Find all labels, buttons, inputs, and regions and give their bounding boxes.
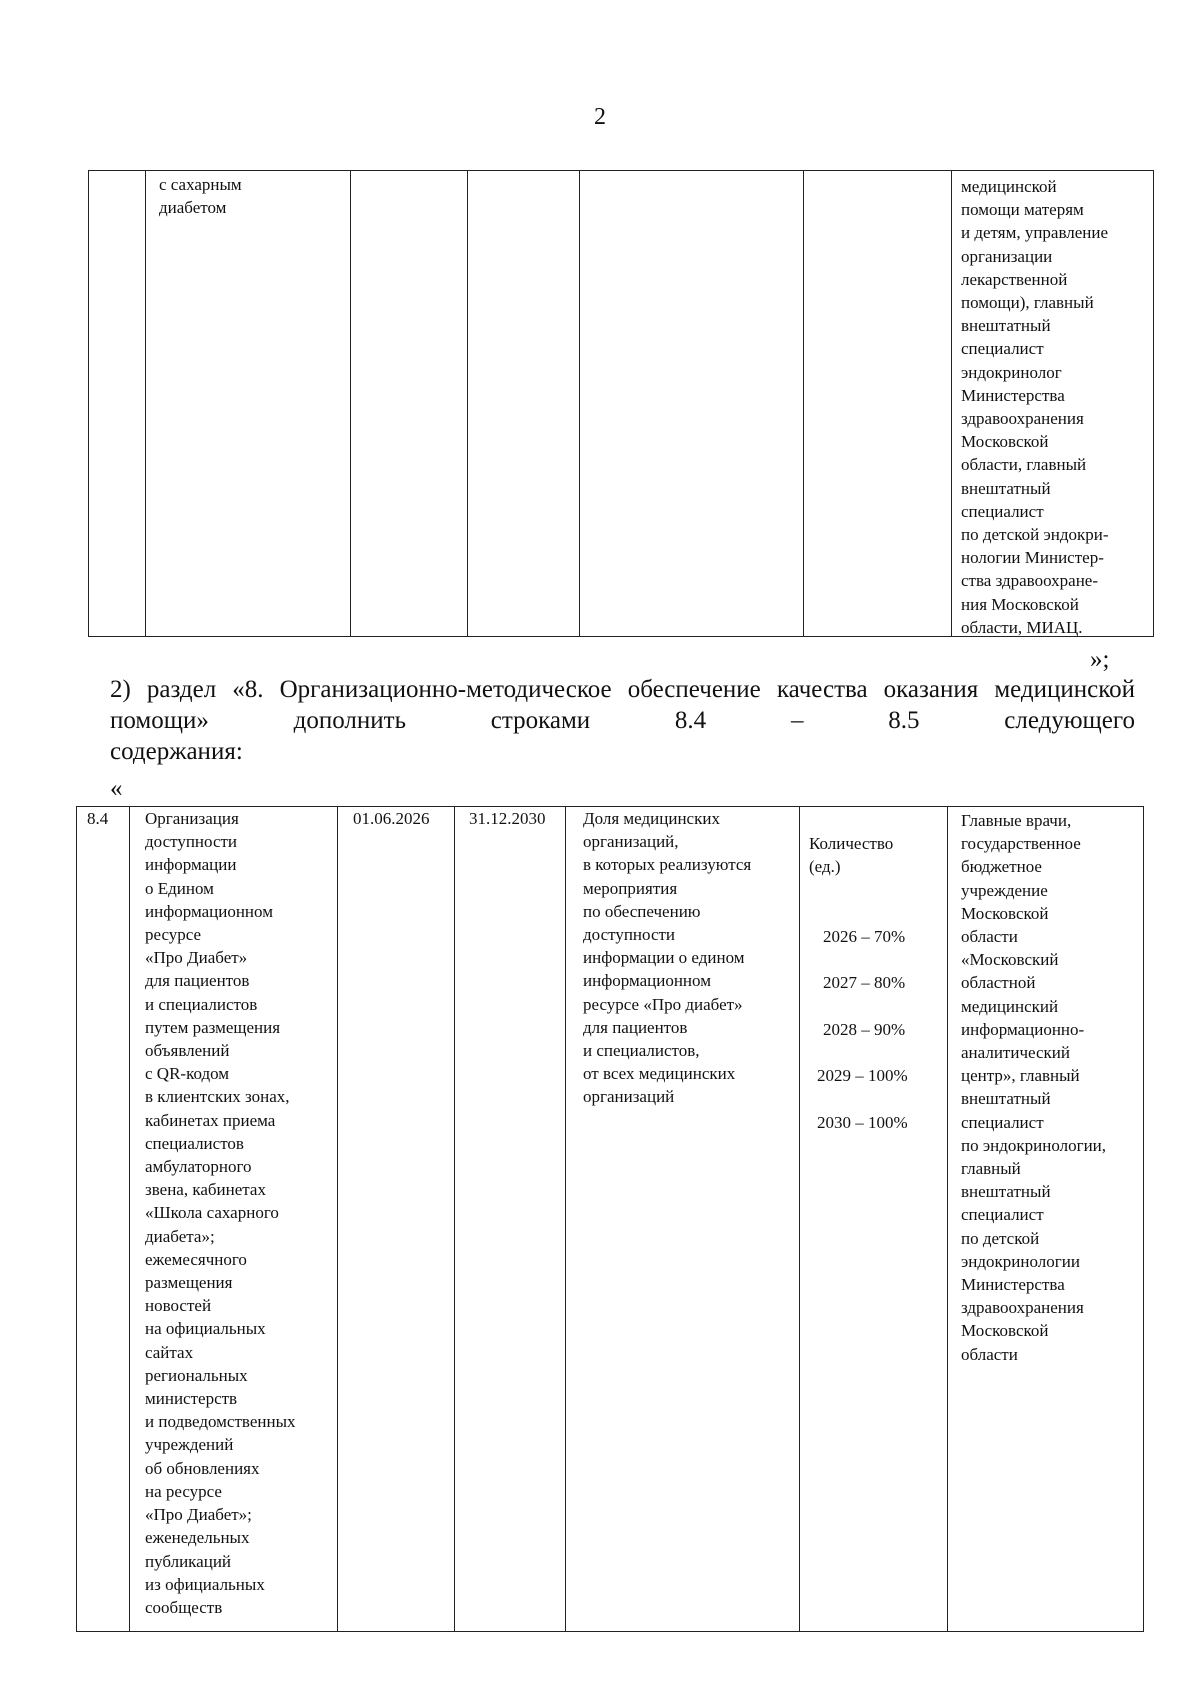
target-value: 2026 – 70%: [823, 927, 906, 947]
amendment-paragraph: 2) раздел «8. Организационно-методическое обеспечение качества оказания медицинской помощи» дополнить строками 8.4 – 8.5 следующего: [110, 676, 1135, 734]
closing-quote: »;: [1090, 646, 1110, 673]
column-divider: [951, 171, 952, 636]
column-divider: [454, 807, 455, 1631]
continuation-table: [88, 170, 1154, 637]
target-value: 2027 – 80%: [823, 973, 906, 993]
column-divider: [467, 171, 468, 636]
opening-quote: «: [110, 775, 123, 802]
responsible-cell-continued: медицинской помощи матерям и детям, управление организации лекарственной помощи), главный внештатный специалист эндокринолог Министерства здравоохранения Московской области, главный внештатный специалист по детской эндокри- нологии Министер- ства здравоохране- ния Московской области, МИАЦ.: [961, 177, 1109, 637]
target-value: 2030 – 100%: [817, 1112, 908, 1132]
column-divider: [947, 807, 948, 1631]
target-value: 2028 – 90%: [823, 1019, 906, 1039]
target-list: [809, 902, 944, 1157]
column-divider: [350, 171, 351, 636]
column-divider: [579, 171, 580, 636]
amendment-paragraph-end: содержания:: [110, 738, 243, 765]
end-date-cell: 31.12.2030: [469, 809, 546, 828]
target-value: 2029 – 100%: [817, 1066, 908, 1086]
column-divider: [145, 171, 146, 636]
start-date-cell: 01.06.2026: [353, 809, 430, 828]
responsible-cell: Главные врачи, государственное бюджетное учреждение Московской области «Московский областной медицинский информационно- аналитический центр», главный внештатный специалист по эндокринологии, главный внештатный специалист по детской эндокринологии Министерства здравоохранения Московской области: [961, 811, 1107, 1364]
activity-cell-continued: с сахарным диабетом: [159, 175, 242, 218]
targets-cell: [809, 809, 944, 1180]
column-divider: [565, 807, 566, 1631]
page-number: 2: [594, 104, 606, 130]
activity-cell: Организация доступности информации о Едином информационном ресурсе «Про Диабет» для пациентов и специалистов путем размещения объявлений с QR-кодом в клиентских зонах, кабинетах приема специалистов амбулаторного звена, кабинетах «Школа сахарного диабета»; ежемесячного размещения новостей на официальных сайтах региональных министерств и подведомственных учреждений об обновлениях на ресурсе «Про Диабет»; еженедельных публикаций из официальных сообществ: [145, 809, 296, 1617]
row-number: 8.4: [87, 809, 109, 828]
column-divider: [337, 807, 338, 1631]
column-divider: [129, 807, 130, 1631]
indicator-cell: Доля медицинских организаций, в которых реализуются мероприятия по обеспечению доступности информации о едином информационном ресурсе «Про диабет» для пациентов и специалистов, от всех медицинских организаций: [583, 809, 752, 1107]
new-rows-table: [76, 806, 1144, 1632]
column-divider: [799, 807, 800, 1631]
unit-label: Количество (ед.): [809, 834, 894, 877]
column-divider: [803, 171, 804, 636]
